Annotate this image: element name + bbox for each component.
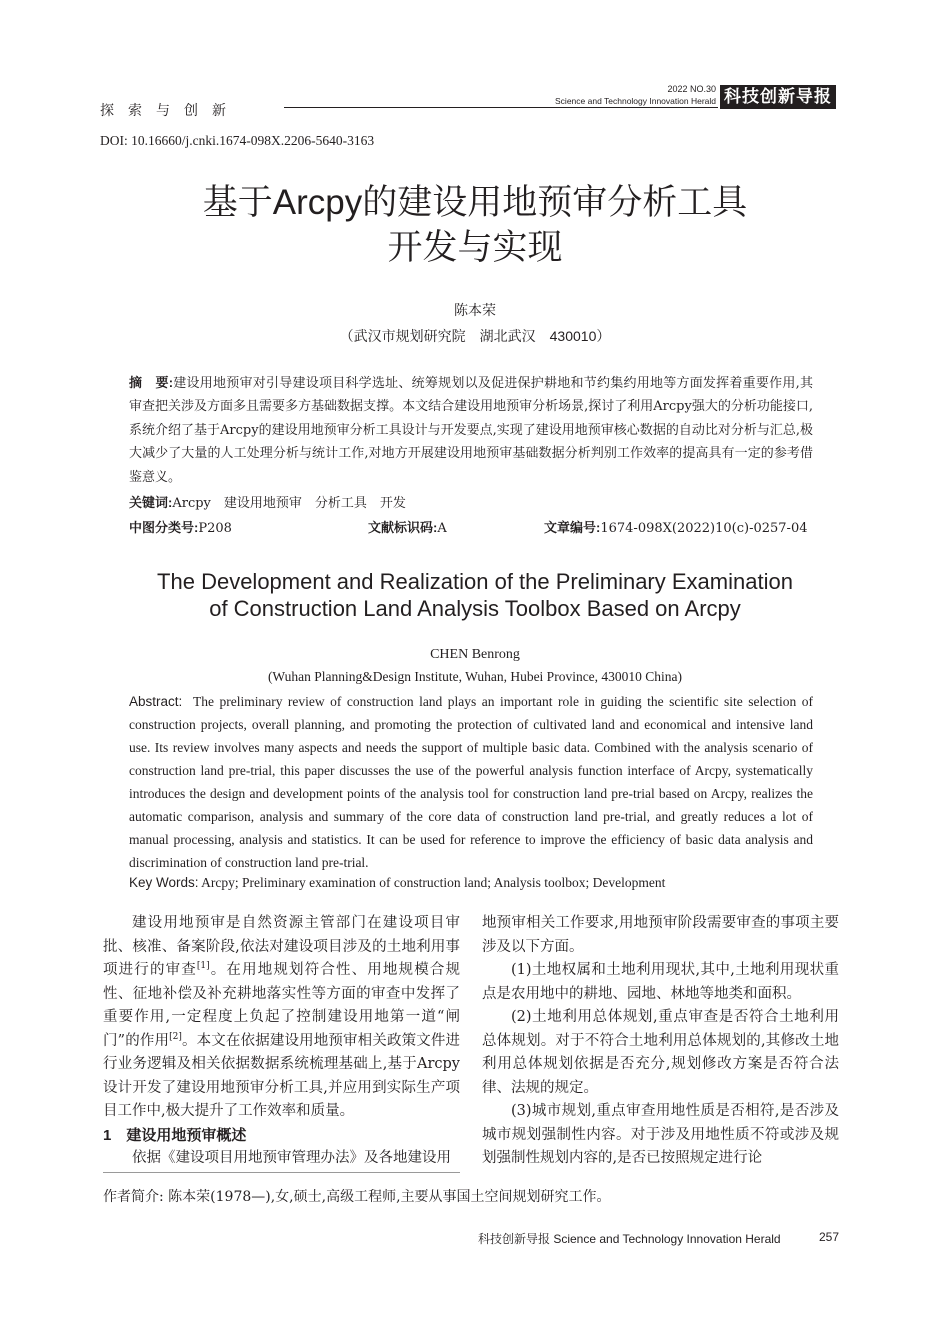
- section-label: 探索与创新: [100, 103, 240, 119]
- journal-logo: 科技创新导报: [720, 85, 836, 109]
- keywords-cn-text: Arcpy 建设用地预审 分析工具 开发: [172, 496, 406, 511]
- journal-name-en: Science and Technology Innovation Herald: [555, 96, 716, 106]
- document-code: [368, 517, 447, 536]
- body-paragraph: (1)土地权属和土地利用现状,其中,土地利用现状重点是农用地中的耕地、园地、林地等地类和面积。: [482, 962, 839, 1002]
- author-footnote: 作者简介: 陈本荣(1978—),女,硕士,高级工程师,主要从事国土空间规划研究工作。: [103, 1189, 611, 1205]
- article-number: [544, 517, 808, 536]
- abstract-cn-text: 建设用地预审对引导建设项目科学选址、统筹规划以及促进保护耕地和节约集约用地等方面发挥着重要作用,其审查把关涉及方面多且需要多方基础数据支撑。本文结合建设用地预审分析场景,探讨了利用Arcpy强大的分析功能接口,系统介绍了基于Arcpy的建设用地预审分析工具设计与开发要点,实现了建设用地预审核心数据的自动比对分析与汇总,极大减少了大量的人工处理分析与统计工作,对地方开展建设用地预审基础数据分析判别工作效率的提高具有一定的参考借鉴意义。: [129, 376, 813, 485]
- body-left-column: [103, 912, 460, 1171]
- body-paragraph: (3)城市规划,重点审查用地性质是否相符,是否涉及城市规划强制性内容。对于涉及用地性质不符或涉及规划强制性规划内容的,是否已按照规定进行论: [482, 1103, 839, 1166]
- keywords-cn: [129, 492, 406, 511]
- footnote-divider: [103, 1172, 460, 1173]
- clc-label: 中图分类号:: [129, 520, 199, 535]
- keywords-en-text: Arcpy; Preliminary examination of construction land; Analysis toolbox; Development: [201, 875, 666, 890]
- title-en-line1: The Development and Realization of the Preliminary Examination: [157, 569, 793, 594]
- title-en: [0, 568, 950, 622]
- author-en: CHEN Benrong: [430, 647, 520, 662]
- abstract-en: [129, 690, 813, 874]
- clc-number: [129, 517, 232, 536]
- body-right-column: [482, 912, 839, 1171]
- abstract-en-text: The preliminary review of construction land plays an important role in guiding the scientific site selection of construction projects, overall planning, and promoting the protection of cultivated land and economical and intensive land use. Its review involves many aspects and needs the support of multiple basic data. Combined with the analysis scenario of construction land pre-trial, this paper discusses the use of the powerful analysis function interface of Arcpy, systematically introduces the design and development points of the analysis tool for construction land pre-trial based on Arcpy, realizes the automatic comparison, analysis and summary of the core data of construction land pre-trial, and greatly reduces a lot of manual processing, analysis and statistics. It can be used for reference to improve the efficiency of basic data analysis and discrimination of construction land pre-trial.: [129, 694, 813, 870]
- abstract-cn-label: 摘 要:: [129, 375, 174, 390]
- abstract-en-label: Abstract:: [129, 694, 183, 709]
- body-paragraph: 依据《建设项目用地预审管理办法》及各地建设用: [132, 1150, 451, 1166]
- title-cn-line2: 开发与实现: [387, 228, 563, 267]
- affiliation-cn: （武汉市规划研究院 湖北武汉 430010）: [339, 328, 611, 344]
- page-title: [0, 180, 950, 270]
- body-paragraph: (2)土地利用总体规划,重点审查是否符合土地利用总体规划。对于不符合土地利用总体规划的,其修改土地利用总体规划依据是否充分,规划修改方案是否符合法律、法规的规定。: [482, 1009, 839, 1096]
- body-paragraph: 建设用地预审是自然资源主管部门在建设项目审批、核准、备案阶段,依法对建设项目涉及的土地利用事项进行的审查[1]。在用地规划符合性、用地规模合规性、征地补偿及补充耕地落实性等方面的审查中发挥了重要作用,一定程度上负起了控制建设用地第一道“闸门”的作用[2]。本文在依据建设用地预审相关政策文件进行业务逻辑及相关依据数据系统梳理基础上,基于Arcpy设计开发了建设用地预审分析工具,并应用到实际生产项目工作中,极大提升了工作效率和质量。: [103, 915, 461, 1119]
- keywords-en-label: Key Words:: [129, 875, 199, 890]
- article-number-value: 1674-098X(2022)10(c)-0257-04: [600, 521, 808, 536]
- abstract-cn: [129, 371, 813, 489]
- citation-ref[interactable]: [2]: [169, 1031, 182, 1042]
- keywords-cn-label: 关键词:: [129, 495, 173, 510]
- affiliation-en: (Wuhan Planning&Design Institute, Wuhan, Hubei Province, 430010 China): [267, 669, 683, 684]
- document-code-value: A: [437, 521, 447, 536]
- author-cn: 陈本荣: [454, 302, 496, 318]
- clc-value: P208: [198, 521, 232, 536]
- citation-ref[interactable]: [1]: [196, 961, 210, 972]
- page-number: 257: [819, 1230, 840, 1244]
- document-code-label: 文献标识码:: [368, 520, 438, 535]
- article-number-label: 文章编号:: [544, 520, 601, 535]
- issue-number: 2022 NO.30: [667, 84, 716, 94]
- header-rule: [284, 107, 718, 108]
- body-paragraph: 地预审相关工作要求,用地预审阶段需要审查的事项主要涉及以下方面。: [482, 915, 839, 955]
- keywords-en: [129, 875, 665, 891]
- title-cn-line1: 基于Arcpy的建设用地预审分析工具: [202, 183, 748, 222]
- doi: DOI: 10.16660/j.cnki.1674-098X.2206-5640-3163: [100, 133, 375, 148]
- section-heading: 1 建设用地预审概述: [103, 1126, 247, 1144]
- title-en-line2: of Construction Land Analysis Toolbox Based on Arcpy: [209, 596, 741, 621]
- footer-journal: 科技创新导报 Science and Technology Innovation Herald: [478, 1232, 781, 1246]
